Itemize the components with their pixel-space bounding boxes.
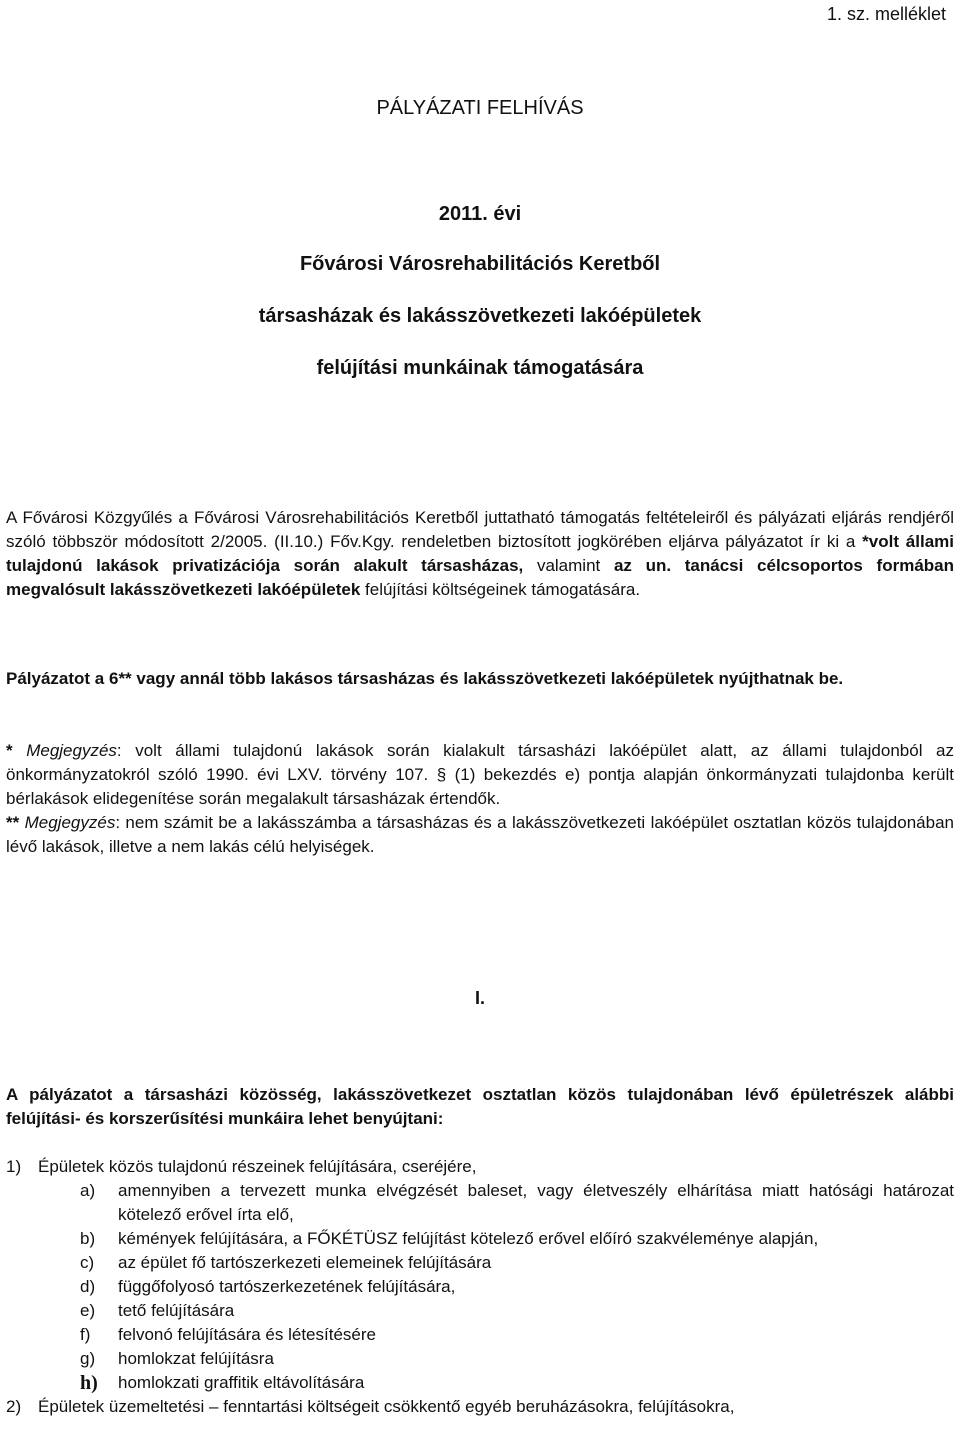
document-title: PÁLYÁZATI FELHÍVÁS	[376, 97, 584, 119]
note-2-star: **	[6, 813, 25, 832]
sub-item	[6, 1347, 954, 1371]
intro-paragraph	[6, 506, 954, 602]
list-item	[6, 1155, 954, 1395]
intro-bold-1: *volt állami tulajdonú lakások privatizációja során alakult társasházas,	[6, 532, 954, 575]
intro-text-2: valamint	[523, 556, 614, 575]
footnotes	[6, 739, 954, 859]
sub-item-letter: e)	[80, 1301, 96, 1320]
note-2-text: : nem számit be a lakásszámba a társasházas és a lakásszövetkezeti lakóépület osztatlan közös tulajdonában lévő lakások, illetve a nem lakás célú helyiségek.	[6, 813, 954, 856]
sub-item-text: az épület fő tartószerkezeti elemeinek felújítására	[118, 1253, 492, 1272]
sub-item	[6, 1227, 954, 1251]
sub-item	[6, 1371, 954, 1395]
title-line-1: Fővárosi Városrehabilitációs Keretből	[299, 253, 661, 275]
title-line-2: társasházak és lakásszövetkezeti lakóépületek	[258, 305, 702, 327]
intro-text-3: felújítási költségeinek támogatására.	[360, 580, 641, 599]
sub-item-text: kémények felújítására, a FŐKÉTÜSZ felújítást kötelező erővel előíró szakvéleménye alapján,	[118, 1229, 819, 1248]
sub-item	[6, 1275, 954, 1299]
item-number: 1)	[6, 1157, 22, 1176]
section-lead: A pályázatot a társasházi közösség, lakásszövetkezet osztatlan közös tulajdonában lévő épületrészek alábbi felújítási- és korszerűsítési munkáira lehet benyújtani:	[6, 1085, 954, 1128]
title-line-3: felújítási munkáinak támogatására	[316, 357, 644, 379]
sub-item-letter: f)	[80, 1325, 91, 1344]
note-2-label: Megjegyzés	[24, 813, 116, 832]
item-number: 2)	[6, 1397, 22, 1416]
sub-item-text: amennyiben a tervezett munka elvégzését baleset, vagy életveszély elhárítása miatt hatósági határozat kötelező erővel írta elő,	[118, 1181, 954, 1224]
sub-item-text: függőfolyosó tartószerkezetének felújítására,	[118, 1277, 456, 1296]
item-text: Épületek közös tulajdonú részeinek felújítására, cseréjére,	[38, 1157, 477, 1176]
sub-item-letter: b)	[80, 1229, 96, 1248]
sub-item	[6, 1251, 954, 1275]
title-year: 2011. évi	[438, 203, 522, 225]
sub-item-text: tető felújítására	[118, 1301, 235, 1320]
sub-item-letter: d)	[80, 1277, 96, 1296]
sub-item	[6, 1179, 954, 1227]
sub-item-text: felvonó felújítására és létesítésére	[118, 1325, 376, 1344]
annex-label: 1. sz. melléklet	[826, 4, 946, 24]
sub-item	[6, 1323, 954, 1347]
sub-item-letter: g)	[80, 1349, 96, 1368]
sub-item-letter: h)	[80, 1372, 98, 1394]
sub-list	[6, 1179, 954, 1395]
sub-item	[6, 1299, 954, 1323]
application-note: Pályázatot a 6** vagy annál több lakásos társasházas és lakásszövetkezeti lakóépületek nyújthatnak be.	[6, 669, 844, 688]
sub-item-letter: c)	[80, 1253, 95, 1272]
works-list	[6, 1155, 954, 1419]
intro-text-1: A Fővárosi Közgyűlés a Fővárosi Városrehabilitációs Keretből juttatható támogatás feltételeiről és pályázati eljárás rendjéről szóló többször módosított 2/2005. (II.10.) Főv.Kgy. rendeletben biztosított jogkörében eljárva pályázatot ír ki a	[6, 508, 954, 551]
section-number: I.	[474, 988, 485, 1008]
note-1-label: Megjegyzés	[26, 741, 117, 760]
sub-item-text: homlokzati graffitik eltávolítására	[118, 1373, 365, 1392]
list-item	[6, 1395, 954, 1419]
item-text: Épületek üzemeltetési – fenntartási költségeit csökkentő egyéb beruházásokra, felújításokra,	[38, 1397, 735, 1416]
sub-item-letter: a)	[80, 1181, 96, 1200]
intro-bold-2: az un. tanácsi célcsoportos formában megvalósult lakásszövetkezeti lakóépületek	[6, 556, 954, 599]
sub-item-text: homlokzat felújításra	[118, 1349, 274, 1368]
note-1-text: : volt állami tulajdonú lakások során kialakult társasházi lakóépület alatt, az állami tulajdonból az önkormányzatokról szóló 1990. évi LXV. törvény 107. § (1) bekezdés e) pontja alapján önkormányzati tulajdonba került bérlakások elidegenítése során megalakult társasházak értendők.	[6, 741, 955, 808]
note-1-star: *	[6, 741, 27, 760]
